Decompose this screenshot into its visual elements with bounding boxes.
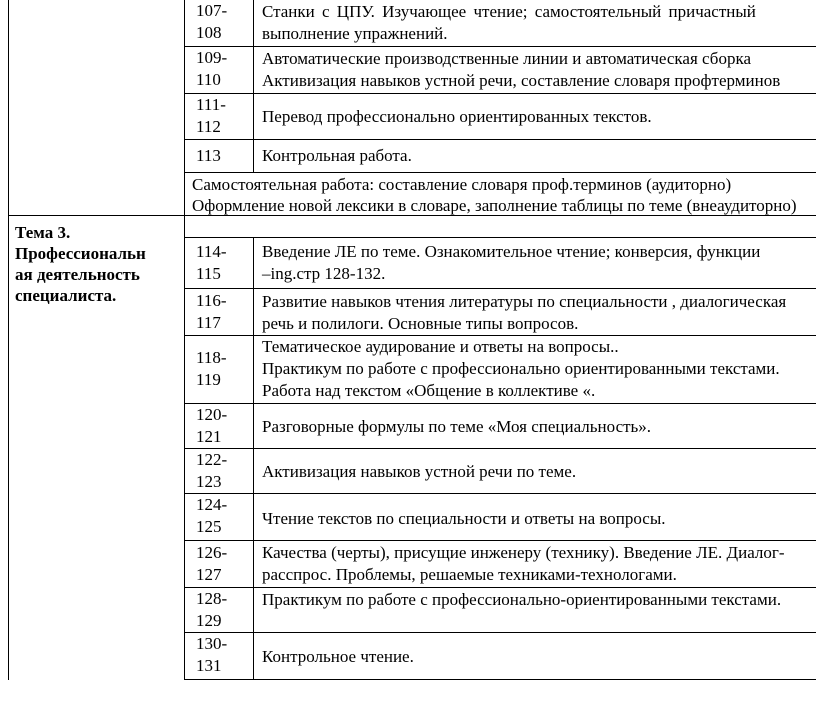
number-column-border — [253, 237, 254, 680]
lesson-number: 125 — [196, 517, 222, 536]
lesson-number: 108 — [196, 23, 222, 42]
topic-cell — [15, 222, 146, 306]
lesson-number: 127 — [196, 565, 222, 584]
row-border — [184, 632, 816, 633]
number-column-border — [253, 0, 254, 172]
independent-work-text: Оформление новой лексики в словаре, заполнение таблицы по теме (внеаудиторно) — [192, 196, 797, 215]
independent-work-text: Самостоятельная работа: составление словаря проф.терминов (аудиторно) — [192, 175, 732, 194]
lesson-topic: Чтение текстов по специальности и ответы на вопросы. — [262, 509, 666, 528]
lesson-number: 131 — [196, 656, 222, 675]
lesson-topic: Практикум по работе с профессионально ориентированными текстами. — [262, 359, 780, 378]
lesson-topic: Разговорные формулы по теме «Моя специальность». — [262, 417, 652, 436]
lesson-number: 116- — [196, 291, 227, 310]
lesson-number: 107- — [196, 1, 228, 20]
lesson-number: 128- — [196, 589, 228, 608]
lesson-topic: Активизация навыков устной речи по теме. — [262, 462, 577, 481]
lesson-topic: Развитие навыков чтения литературы по специальности , диалогическая — [262, 292, 787, 311]
lesson-number: 130- — [196, 634, 228, 653]
lesson-number: 109- — [196, 48, 228, 67]
lesson-topic: выполнение упражнений. — [262, 24, 448, 43]
lesson-number: 113 — [196, 146, 221, 165]
lesson-topic: Работа над текстом «Общение в коллективе «. — [262, 381, 596, 400]
lesson-topic: Практикум по работе с профессионально-ориентированными текстами. — [262, 590, 782, 609]
lesson-number: 121 — [196, 427, 222, 446]
lesson-topic: Перевод профессионально ориентированных текстов. — [262, 107, 652, 126]
row-border — [184, 139, 816, 140]
lesson-topic: Контрольное чтение. — [262, 647, 414, 666]
row-border — [184, 172, 816, 173]
lesson-number: 117 — [196, 313, 221, 332]
lesson-number: 122- — [196, 450, 228, 469]
row-border — [184, 448, 816, 449]
table-bottom-border — [184, 679, 816, 680]
lesson-number: 124- — [196, 495, 228, 514]
topic-title: Тема 3. — [15, 223, 71, 242]
lesson-number: 118- — [196, 348, 227, 367]
lesson-number: 123 — [196, 472, 222, 491]
lesson-number: 112 — [196, 117, 221, 136]
lesson-topic: речь и полилоги. Основные типы вопросов. — [262, 314, 579, 333]
row-border — [184, 46, 816, 47]
lesson-topic: Качества (черты), присущие инженеру (технику). Введение ЛЕ. Диалог- — [262, 543, 785, 562]
lesson-number: 119 — [196, 370, 221, 389]
lesson-topic: Автоматические производственные линии и автоматическая сборка — [262, 49, 751, 68]
row-border — [184, 237, 816, 238]
lesson-topic: Станки с ЦПУ. Изучающее чтение; самостоятельный причастный — [262, 2, 756, 21]
topic-name-line: специалиста. — [15, 286, 117, 305]
lesson-number: 126- — [196, 543, 228, 562]
row-border — [184, 93, 816, 94]
lesson-topic: –ing.стр 128-132. — [262, 264, 386, 283]
lesson-topic: расспрос. Проблемы, решаемые техниками-технологами. — [262, 565, 677, 584]
lesson-number: 110 — [196, 70, 221, 89]
topic-name-line: ая деятельность — [15, 265, 140, 284]
lesson-number: 115 — [196, 264, 221, 283]
lesson-topic: Активизация навыков устной речи, составление словаря профтерминов — [262, 71, 781, 90]
row-border — [184, 403, 816, 404]
topic-column-border — [184, 0, 185, 680]
lesson-topic: Контрольная работа. — [262, 146, 412, 165]
lesson-topic: Введение ЛЕ по теме. Ознакомительное чтение; конверсия, функции — [262, 242, 761, 261]
row-border — [184, 493, 816, 494]
lesson-topic: Тематическое аудирование и ответы на вопросы.. — [262, 337, 619, 356]
row-border — [184, 288, 816, 289]
lesson-number: 120- — [196, 405, 228, 424]
topic-name-line: Профессиональн — [15, 244, 146, 263]
lesson-number: 111- — [196, 95, 226, 114]
left-border — [8, 0, 9, 680]
row-border — [184, 587, 816, 588]
lesson-number: 129 — [196, 611, 222, 630]
row-border — [184, 540, 816, 541]
lesson-number: 114- — [196, 242, 227, 261]
